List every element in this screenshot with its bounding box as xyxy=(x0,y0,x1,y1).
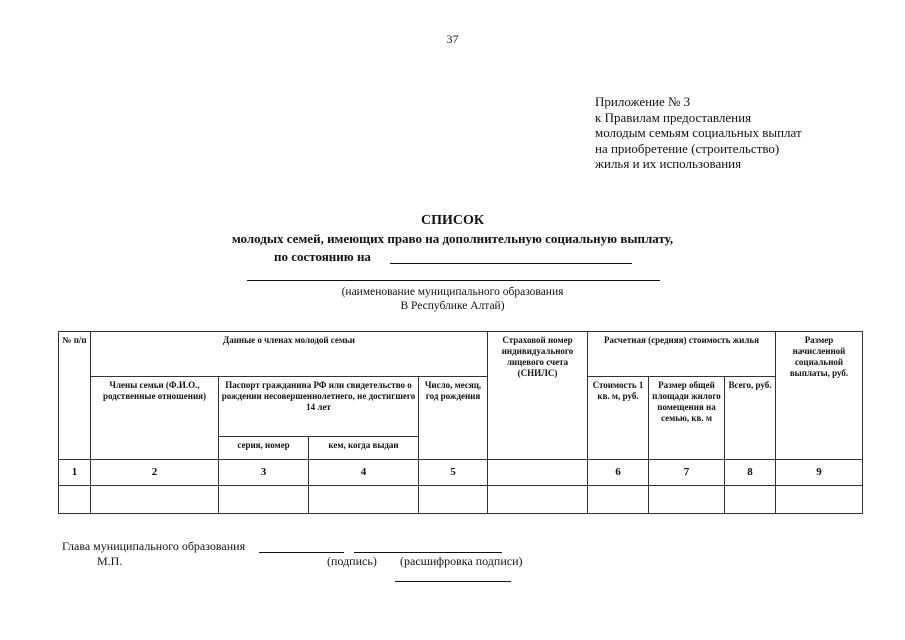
signature-line xyxy=(259,552,344,553)
header-birth-date: Число, месяц, год рождения xyxy=(419,377,488,460)
header-issued-by: кем, когда выдан xyxy=(309,437,419,460)
appendix-line: Приложение № 3 xyxy=(595,94,691,109)
page-number: 37 xyxy=(446,32,459,46)
appendix-line: к Правилам предоставления xyxy=(595,109,752,125)
header-total: Всего, руб. xyxy=(725,377,776,460)
empty-cell xyxy=(725,486,776,514)
empty-cell xyxy=(91,486,219,514)
column-number: 5 xyxy=(419,460,488,486)
municipality-caption-line: В Республике Алтай) xyxy=(400,300,505,312)
empty-cell xyxy=(776,486,863,514)
as-of-date-line xyxy=(390,263,632,264)
header-cost-per-sqm: Стоимость 1 кв. м, руб. xyxy=(588,377,649,460)
empty-cell xyxy=(588,486,649,514)
as-of-label: по состоянию на xyxy=(274,249,371,264)
header-passport: Паспорт гражданина РФ или свидетельство о рождении несовершеннолетнего, не достигшего 14 лет xyxy=(219,377,419,437)
column-number: 2 xyxy=(91,460,219,486)
appendix-line: на приобретение (строительство) xyxy=(595,140,780,156)
bottom-line xyxy=(395,581,511,582)
head-of-municipality-label: Глава муниципального образования xyxy=(62,539,246,553)
empty-cell xyxy=(219,486,309,514)
empty-cell xyxy=(59,486,91,514)
column-number: 9 xyxy=(776,460,863,486)
empty-cell xyxy=(649,486,725,514)
header-series: серия, номер xyxy=(219,437,309,460)
empty-cell xyxy=(488,486,588,514)
decoding-caption: (расшифровка подписи) xyxy=(400,554,523,568)
stamp-label: М.П. xyxy=(97,554,123,568)
document-title: СПИСОК xyxy=(420,213,485,228)
empty-cell xyxy=(419,486,488,514)
appendix-line: жилья и их использования xyxy=(595,156,742,171)
document-subtitle: молодых семей, имеющих право на дополнительную социальную выплату, xyxy=(231,231,674,246)
municipality-caption xyxy=(0,285,905,313)
header-payment: Размер начисленной социальной выплаты, руб. xyxy=(776,332,863,460)
header-members: Члены семьи (Ф.И.О., родственные отношения) xyxy=(91,377,219,460)
header-estimated-cost: Расчетная (средняя) стоимость жилья xyxy=(588,332,776,377)
families-table xyxy=(58,331,863,514)
column-number: 3 xyxy=(219,460,309,486)
decoding-line xyxy=(354,552,502,553)
municipality-caption-line: (наименование муниципального образования xyxy=(341,286,564,298)
column-number xyxy=(488,460,588,486)
municipality-line xyxy=(247,280,660,281)
column-number: 7 xyxy=(649,460,725,486)
column-number: 6 xyxy=(588,460,649,486)
appendix-block xyxy=(595,94,802,172)
column-number: 1 xyxy=(59,460,91,486)
header-family-data: Данные о членах молодой семьи xyxy=(91,332,488,377)
header-number: № п/п xyxy=(59,332,91,460)
empty-cell xyxy=(309,486,419,514)
column-number: 8 xyxy=(725,460,776,486)
header-area: Размер общей площади жилого помещения на семью, кв. м xyxy=(649,377,725,460)
appendix-line: молодым семьям социальных выплат xyxy=(595,125,802,140)
column-number: 4 xyxy=(309,460,419,486)
header-snils: Страховой номер индивидуального лицевого счета (СНИЛС) xyxy=(488,332,588,460)
signature-caption: (подпись) xyxy=(327,554,377,568)
